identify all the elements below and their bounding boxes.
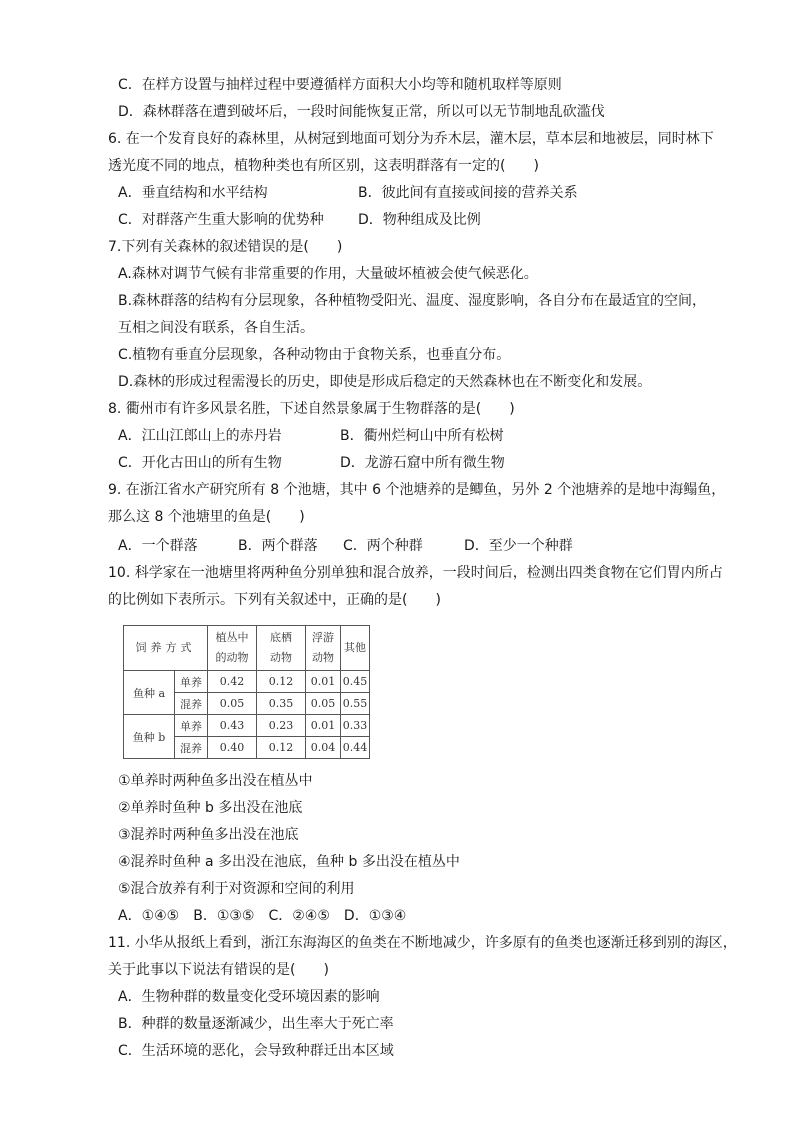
option-d-line: D．森林群落在遭到破坏后，一段时间能恢复正常，所以可以无节制地乱砍滥伐 [118, 104, 605, 120]
feeding-data-table [123, 625, 370, 759]
header-plant-animals: 植丛中 的动物 [208, 626, 257, 671]
question-9-option-c: C．两个种群 [343, 538, 423, 554]
cell-mode: 单养 [175, 671, 208, 693]
table-cell: 0.05 [306, 693, 341, 715]
table-header-row [124, 626, 370, 671]
question-10-stem: 10. 科学家在一池塘里将两种鱼分别单独和混合放养，一段时间后，检测出四类食物在它们胃内所占 [108, 565, 723, 581]
table-row [124, 671, 370, 693]
cell-mode: 单养 [175, 715, 208, 737]
question-6-option-b: B．彼此间有直接或间接的营养关系 [358, 185, 578, 201]
question-11-option-b: B．种群的数量逐渐减少，出生率大于死亡率 [118, 1016, 394, 1032]
statement-1: ①单养时两种鱼多出没在植丛中 [118, 773, 313, 789]
header-plankton-animals: 浮游 动物 [306, 626, 341, 671]
table-cell: 0.33 [341, 715, 370, 737]
question-10-options: A．①④⑤ B．①③⑤ C．②④⑤ D．①③④ [118, 908, 407, 924]
question-6-option-c: C．对群落产生重大影响的优势种 [118, 212, 324, 228]
table-cell: 0.04 [306, 737, 341, 759]
question-8-option-d: D．龙游石窟中所有微生物 [340, 455, 505, 471]
question-9-stem: 9. 在浙江省水产研究所有 8 个池塘，其中 6 个池塘养的是鲫鱼，另外 2 个池塘养的是地中海鳎鱼， [108, 482, 726, 498]
question-7-option-d: D.森林的形成过程需漫长的历史，即使是形成后稳定的天然森林也在不断变化和发展。 [118, 374, 652, 390]
table-cell: 0.12 [257, 671, 306, 693]
question-6-option-d: D．物种组成及比例 [358, 212, 481, 228]
table-cell: 0.05 [208, 693, 257, 715]
table-cell: 0.55 [341, 693, 370, 715]
table-cell: 0.43 [208, 715, 257, 737]
question-7-option-b: B.森林群落的结构有分层现象，各种植物受阳光、温度、湿度影响，各自分布在最适宜的空间， [118, 293, 707, 309]
statement-4: ④混养时鱼种 a 多出没在池底，鱼种 b 多出没在植丛中 [118, 854, 460, 870]
question-6-stem-cont: 透光度不同的地点，植物种类也有所区别，这表明群落有一定的( ) [108, 158, 539, 174]
question-10-stem-cont: 的比例如下表所示。下列有关叙述中，正确的是( ) [108, 592, 441, 608]
table-cell: 0.23 [257, 715, 306, 737]
cell-mode: 混养 [175, 737, 208, 759]
question-9-option-b: B．两个群落 [238, 538, 318, 554]
question-11-option-a: A．生物种群的数量变化受环境因素的影响 [118, 989, 380, 1005]
table-cell: 0.44 [341, 737, 370, 759]
header-other: 其他 [341, 626, 370, 671]
statement-5: ⑤混合放养有利于对资源和空间的利用 [118, 881, 355, 897]
table-cell: 0.35 [257, 693, 306, 715]
question-8-option-b: B．衢州烂柯山中所有松树 [340, 428, 504, 444]
question-9-option-a: A．一个群落 [118, 538, 198, 554]
table-row [124, 715, 370, 737]
question-11-option-c: C．生活环境的恶化，会导致种群迁出本区域 [118, 1043, 394, 1059]
question-11-stem: 11. 小华从报纸上看到，浙江东海海区的鱼类在不断地减少，许多原有的鱼类也逐渐迁移到别的海区， [108, 935, 737, 951]
option-c-line: C．在样方设置与抽样过程中要遵循样方面积大小均等和随机取样等原则 [118, 77, 562, 93]
table-cell: 0.45 [341, 671, 370, 693]
question-9-stem-cont: 那么这 8 个池塘里的鱼是( ) [108, 509, 305, 525]
question-11-stem-cont: 关于此事以下说法有错误的是( ) [108, 962, 329, 978]
table-cell: 0.40 [208, 737, 257, 759]
question-7-stem: 7.下列有关森林的叙述错误的是( ) [108, 239, 343, 255]
table-cell: 0.01 [306, 671, 341, 693]
question-7-option-c: C.植物有垂直分层现象，各种动物由于食物关系，也垂直分布。 [118, 347, 511, 363]
question-7-option-a: A.森林对调节气候有非常重要的作用，大量破坏植被会使气候恶化。 [118, 266, 538, 282]
question-7-option-b-cont: 互相之间没有联系，各自生活。 [118, 320, 314, 336]
statement-2: ②单养时鱼种 b 多出没在池底 [118, 800, 303, 816]
question-8-stem: 8. 衢州市有许多风景名胜，下述自然景象属于生物群落的是( ) [108, 401, 515, 417]
cell-mode: 混养 [175, 693, 208, 715]
question-8-option-c: C．开化古田山的所有生物 [118, 455, 282, 471]
question-9-option-d: D．至少一个种群 [464, 538, 573, 554]
header-benthic-animals: 底栖 动物 [257, 626, 306, 671]
table-cell: 0.01 [306, 715, 341, 737]
question-6-stem: 6. 在一个发育良好的森林里，从树冠到地面可划分为乔木层，灌木层，草本层和地被层，同时林下 [108, 131, 714, 147]
row-label-fish-a: 鱼种 a [124, 671, 175, 715]
header-feeding-mode: 饲养方式 [124, 626, 208, 671]
question-8-option-a: A．江山江郎山上的赤丹岩 [118, 428, 282, 444]
table-cell: 0.12 [257, 737, 306, 759]
table-cell: 0.42 [208, 671, 257, 693]
statement-3: ③混养时两种鱼多出没在池底 [118, 827, 299, 843]
question-6-option-a: A．垂直结构和水平结构 [118, 185, 268, 201]
row-label-fish-b: 鱼种 b [124, 715, 175, 759]
